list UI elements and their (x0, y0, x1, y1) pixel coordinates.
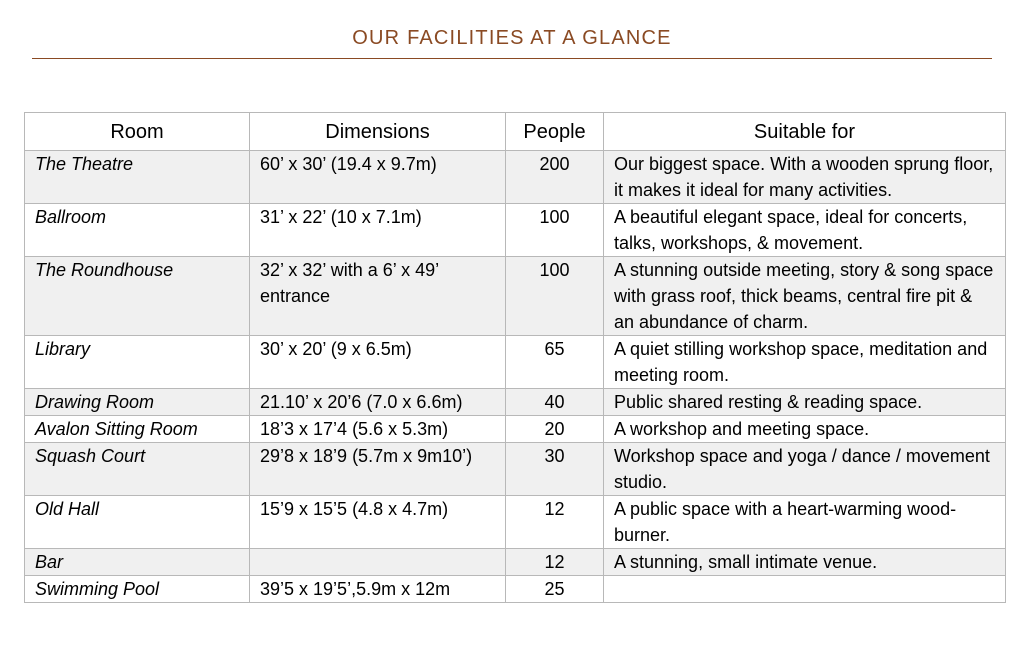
room-name: Avalon Sitting Room (25, 416, 250, 443)
table-row (25, 549, 1006, 576)
room-capacity: 25 (506, 576, 604, 603)
room-name: Swimming Pool (25, 576, 250, 603)
header-dimensions: Dimensions (250, 113, 506, 151)
header-room: Room (25, 113, 250, 151)
room-suitable-for: A stunning, small intimate venue. (604, 549, 1006, 576)
room-capacity: 100 (506, 257, 604, 336)
room-suitable-for: A beautiful elegant space, ideal for concerts, talks, workshops, & movement. (604, 204, 1006, 257)
room-capacity: 20 (506, 416, 604, 443)
table-row (25, 576, 1006, 603)
room-dimensions: 29’8 x 18’9 (5.7m x 9m10’) (250, 443, 506, 496)
room-capacity: 65 (506, 336, 604, 389)
room-suitable-for (604, 576, 1006, 603)
room-capacity: 12 (506, 496, 604, 549)
table-row (25, 389, 1006, 416)
table-row (25, 416, 1006, 443)
room-dimensions: 18’3 x 17’4 (5.6 x 5.3m) (250, 416, 506, 443)
room-name: Library (25, 336, 250, 389)
room-suitable-for: A stunning outside meeting, story & song space with grass roof, thick beams, central fire pit & an abundance of charm. (604, 257, 1006, 336)
table-row (25, 443, 1006, 496)
table-header-row (25, 113, 1006, 151)
room-suitable-for: Public shared resting & reading space. (604, 389, 1006, 416)
table-row (25, 496, 1006, 549)
room-capacity: 100 (506, 204, 604, 257)
room-capacity: 40 (506, 389, 604, 416)
room-name: Old Hall (25, 496, 250, 549)
room-dimensions: 30’ x 20’ (9 x 6.5m) (250, 336, 506, 389)
table-row (25, 336, 1006, 389)
room-dimensions: 31’ x 22’ (10 x 7.1m) (250, 204, 506, 257)
room-name: Ballroom (25, 204, 250, 257)
title-divider (32, 58, 992, 59)
room-suitable-for: A quiet stilling workshop space, meditation and meeting room. (604, 336, 1006, 389)
room-name: Bar (25, 549, 250, 576)
room-name: The Roundhouse (25, 257, 250, 336)
room-name: Squash Court (25, 443, 250, 496)
table-row (25, 257, 1006, 336)
room-capacity: 12 (506, 549, 604, 576)
table-row (25, 151, 1006, 204)
room-suitable-for: A public space with a heart-warming wood-burner. (604, 496, 1006, 549)
table-row (25, 204, 1006, 257)
room-suitable-for: Workshop space and yoga / dance / movement studio. (604, 443, 1006, 496)
header-suitable-for: Suitable for (604, 113, 1006, 151)
room-suitable-for: Our biggest space. With a wooden sprung floor, it makes it ideal for many activities. (604, 151, 1006, 204)
room-dimensions: 32’ x 32’ with a 6’ x 49’ entrance (250, 257, 506, 336)
room-capacity: 200 (506, 151, 604, 204)
room-dimensions (250, 549, 506, 576)
room-suitable-for: A workshop and meeting space. (604, 416, 1006, 443)
room-name: Drawing Room (25, 389, 250, 416)
room-dimensions: 39’5 x 19’5’,5.9m x 12m (250, 576, 506, 603)
page-title: OUR FACILITIES AT A GLANCE (352, 27, 672, 49)
room-name: The Theatre (25, 151, 250, 204)
room-dimensions: 15’9 x 15’5 (4.8 x 4.7m) (250, 496, 506, 549)
room-dimensions: 21.10’ x 20’6 (7.0 x 6.6m) (250, 389, 506, 416)
room-capacity: 30 (506, 443, 604, 496)
header-people: People (506, 113, 604, 151)
room-dimensions: 60’ x 30’ (19.4 x 9.7m) (250, 151, 506, 204)
facilities-table (24, 112, 1006, 603)
